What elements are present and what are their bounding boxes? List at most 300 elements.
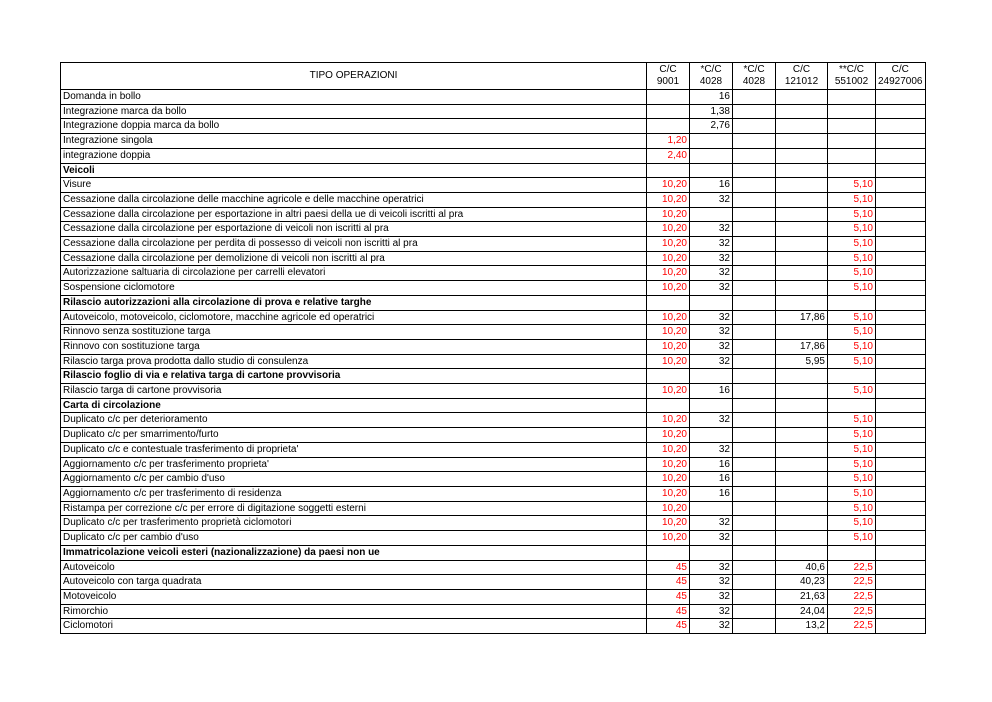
table-row <box>61 589 926 604</box>
cell-cc-4028-a <box>690 369 733 384</box>
cell-cc-4028-b <box>733 295 776 310</box>
cell-cc-551002 <box>828 148 876 163</box>
cell-cc-9001: 10,20 <box>647 207 690 222</box>
cell-cc-551002: 5,10 <box>828 222 876 237</box>
cell-cc-551002: 5,10 <box>828 486 876 501</box>
cell-cc-121012 <box>776 472 828 487</box>
cell-cc-551002: 5,10 <box>828 237 876 252</box>
table-row <box>61 339 926 354</box>
operation-label: Rilascio targa prova prodotta dallo studio di consulenza <box>61 354 647 369</box>
header-cc-24927006: C/C 24927006 <box>876 63 926 90</box>
cell-cc-551002: 5,10 <box>828 178 876 193</box>
cell-cc-4028-a: 32 <box>690 281 733 296</box>
cell-cc-121012 <box>776 134 828 149</box>
cell-cc-9001 <box>647 369 690 384</box>
cell-cc-24927006 <box>876 266 926 281</box>
cell-cc-121012 <box>776 428 828 443</box>
cell-cc-4028-b <box>733 369 776 384</box>
cell-cc-4028-a: 16 <box>690 472 733 487</box>
cell-cc-24927006 <box>876 486 926 501</box>
cell-cc-4028-b <box>733 531 776 546</box>
cell-cc-24927006 <box>876 237 926 252</box>
cell-cc-4028-b <box>733 339 776 354</box>
cell-cc-24927006 <box>876 545 926 560</box>
cell-cc-9001: 10,20 <box>647 281 690 296</box>
operation-label: Ristampa per correzione c/c per errore di digitazione soggetti esterni <box>61 501 647 516</box>
header-cc-4028-a: *C/C 4028 <box>690 63 733 90</box>
table-row <box>61 237 926 252</box>
cell-cc-4028-a <box>690 207 733 222</box>
cell-cc-121012 <box>776 442 828 457</box>
cell-cc-4028-a: 16 <box>690 178 733 193</box>
cell-cc-551002: 22,5 <box>828 604 876 619</box>
cell-cc-551002: 5,10 <box>828 428 876 443</box>
cell-cc-4028-a: 32 <box>690 192 733 207</box>
cell-cc-24927006 <box>876 560 926 575</box>
header-tipo-operazioni: TIPO OPERAZIONI <box>61 63 647 90</box>
cell-cc-121012 <box>776 325 828 340</box>
cell-cc-4028-a: 32 <box>690 442 733 457</box>
cell-cc-4028-b <box>733 281 776 296</box>
cell-cc-121012 <box>776 119 828 134</box>
cell-cc-9001: 10,20 <box>647 339 690 354</box>
cell-cc-24927006 <box>876 398 926 413</box>
operation-label: Cessazione dalla circolazione per perdita di possesso di veicoli non iscritti al pra <box>61 237 647 252</box>
cell-cc-4028-b <box>733 545 776 560</box>
cell-cc-551002: 5,10 <box>828 251 876 266</box>
cell-cc-9001 <box>647 104 690 119</box>
table-row <box>61 178 926 193</box>
operation-label: Integrazione singola <box>61 134 647 149</box>
cell-cc-4028-a: 32 <box>690 413 733 428</box>
cell-cc-4028-a: 16 <box>690 457 733 472</box>
cell-cc-121012: 24,04 <box>776 604 828 619</box>
cell-cc-24927006 <box>876 90 926 105</box>
cell-cc-4028-a: 32 <box>690 354 733 369</box>
cell-cc-551002: 5,10 <box>828 384 876 399</box>
operation-label: Aggiornamento c/c per trasferimento proprieta' <box>61 457 647 472</box>
cell-cc-4028-b <box>733 619 776 634</box>
cell-cc-9001: 10,20 <box>647 237 690 252</box>
cell-cc-551002: 5,10 <box>828 325 876 340</box>
cell-cc-9001: 10,20 <box>647 413 690 428</box>
header-row <box>61 63 926 90</box>
cell-cc-24927006 <box>876 589 926 604</box>
section-row <box>61 295 926 310</box>
cell-cc-24927006 <box>876 384 926 399</box>
cell-cc-9001: 10,20 <box>647 531 690 546</box>
table-row <box>61 457 926 472</box>
cell-cc-24927006 <box>876 192 926 207</box>
table-row <box>61 442 926 457</box>
operation-label: Autorizzazione saltuaria di circolazione per carrelli elevatori <box>61 266 647 281</box>
cell-cc-121012: 5,95 <box>776 354 828 369</box>
cell-cc-9001 <box>647 163 690 178</box>
table-row <box>61 516 926 531</box>
cell-cc-24927006 <box>876 104 926 119</box>
cell-cc-9001: 10,20 <box>647 442 690 457</box>
header-cc-9001: C/C 9001 <box>647 63 690 90</box>
cell-cc-9001 <box>647 119 690 134</box>
cell-cc-121012 <box>776 457 828 472</box>
section-row <box>61 398 926 413</box>
cell-cc-121012 <box>776 90 828 105</box>
table-row <box>61 560 926 575</box>
cell-cc-24927006 <box>876 339 926 354</box>
table-row <box>61 222 926 237</box>
cell-cc-24927006 <box>876 207 926 222</box>
cell-cc-24927006 <box>876 413 926 428</box>
cell-cc-9001: 1,20 <box>647 134 690 149</box>
cell-cc-4028-b <box>733 398 776 413</box>
cell-cc-9001: 10,20 <box>647 266 690 281</box>
cell-cc-9001: 10,20 <box>647 325 690 340</box>
cell-cc-24927006 <box>876 442 926 457</box>
cell-cc-24927006 <box>876 222 926 237</box>
cell-cc-9001: 10,20 <box>647 384 690 399</box>
cell-cc-9001: 10,20 <box>647 486 690 501</box>
cell-cc-121012 <box>776 501 828 516</box>
cell-cc-4028-a: 32 <box>690 619 733 634</box>
cell-cc-9001: 10,20 <box>647 501 690 516</box>
cell-cc-4028-a: 32 <box>690 339 733 354</box>
operation-label: Duplicato c/c per cambio d'uso <box>61 531 647 546</box>
cell-cc-9001 <box>647 295 690 310</box>
cell-cc-121012: 17,86 <box>776 339 828 354</box>
table-row <box>61 90 926 105</box>
cell-cc-4028-b <box>733 384 776 399</box>
cell-cc-9001 <box>647 90 690 105</box>
cell-cc-121012: 13,2 <box>776 619 828 634</box>
operation-label: Integrazione doppia marca da bollo <box>61 119 647 134</box>
cell-cc-4028-b <box>733 251 776 266</box>
table-row <box>61 501 926 516</box>
cell-cc-4028-b <box>733 119 776 134</box>
table-body <box>61 90 926 634</box>
cell-cc-9001: 45 <box>647 560 690 575</box>
cell-cc-121012: 40,6 <box>776 560 828 575</box>
cell-cc-4028-a: 32 <box>690 222 733 237</box>
cell-cc-551002: 5,10 <box>828 266 876 281</box>
cell-cc-4028-b <box>733 222 776 237</box>
cell-cc-4028-a: 16 <box>690 384 733 399</box>
cell-cc-121012 <box>776 384 828 399</box>
header-cc-121012: C/C 121012 <box>776 63 828 90</box>
operation-label: Aggiornamento c/c per trasferimento di residenza <box>61 486 647 501</box>
operation-label: Rilascio targa di cartone provvisoria <box>61 384 647 399</box>
cell-cc-551002: 5,10 <box>828 501 876 516</box>
operation-label: Ciclomotori <box>61 619 647 634</box>
section-title: Veicoli <box>61 163 647 178</box>
cell-cc-4028-b <box>733 266 776 281</box>
cell-cc-551002: 22,5 <box>828 560 876 575</box>
cell-cc-9001: 45 <box>647 619 690 634</box>
operation-label: Autoveicolo, motoveicolo, ciclomotore, macchine agricole ed operatrici <box>61 310 647 325</box>
cell-cc-4028-a <box>690 148 733 163</box>
cell-cc-121012 <box>776 148 828 163</box>
operation-label: Duplicato c/c per deterioramento <box>61 413 647 428</box>
cell-cc-4028-b <box>733 163 776 178</box>
cell-cc-121012 <box>776 251 828 266</box>
cell-cc-4028-a <box>690 398 733 413</box>
operation-label: Duplicato c/c per smarrimento/furto <box>61 428 647 443</box>
cell-cc-121012 <box>776 207 828 222</box>
cell-cc-9001: 10,20 <box>647 178 690 193</box>
cell-cc-551002: 5,10 <box>828 516 876 531</box>
cell-cc-4028-a: 32 <box>690 531 733 546</box>
cell-cc-9001: 45 <box>647 589 690 604</box>
cell-cc-9001: 10,20 <box>647 192 690 207</box>
table-row <box>61 354 926 369</box>
cell-cc-4028-a <box>690 295 733 310</box>
cell-cc-551002: 5,10 <box>828 472 876 487</box>
cell-cc-121012 <box>776 545 828 560</box>
cell-cc-24927006 <box>876 369 926 384</box>
operation-label: Integrazione marca da bollo <box>61 104 647 119</box>
cell-cc-4028-b <box>733 148 776 163</box>
table-row <box>61 486 926 501</box>
operation-label: Aggiornamento c/c per cambio d'uso <box>61 472 647 487</box>
cell-cc-4028-a: 32 <box>690 560 733 575</box>
cell-cc-9001: 2,40 <box>647 148 690 163</box>
table-row <box>61 134 926 149</box>
cell-cc-121012 <box>776 369 828 384</box>
cell-cc-121012: 21,63 <box>776 589 828 604</box>
cell-cc-121012 <box>776 295 828 310</box>
operation-label: Domanda in bollo <box>61 90 647 105</box>
cell-cc-121012 <box>776 104 828 119</box>
operation-label: integrazione doppia <box>61 148 647 163</box>
cell-cc-4028-a <box>690 501 733 516</box>
cell-cc-121012 <box>776 192 828 207</box>
section-row <box>61 369 926 384</box>
cell-cc-551002 <box>828 134 876 149</box>
cell-cc-551002 <box>828 119 876 134</box>
table-row <box>61 472 926 487</box>
cell-cc-4028-a <box>690 545 733 560</box>
cell-cc-4028-b <box>733 207 776 222</box>
cell-cc-551002: 5,10 <box>828 442 876 457</box>
cell-cc-121012: 17,86 <box>776 310 828 325</box>
cell-cc-121012 <box>776 266 828 281</box>
cell-cc-551002 <box>828 104 876 119</box>
cell-cc-121012: 40,23 <box>776 575 828 590</box>
cell-cc-121012 <box>776 398 828 413</box>
cell-cc-9001 <box>647 398 690 413</box>
cell-cc-4028-b <box>733 413 776 428</box>
table-row <box>61 281 926 296</box>
cell-cc-121012 <box>776 531 828 546</box>
cell-cc-9001: 10,20 <box>647 354 690 369</box>
cell-cc-551002 <box>828 295 876 310</box>
table-row <box>61 104 926 119</box>
operation-label: Cessazione dalla circolazione per esportazione di veicoli non iscritti al pra <box>61 222 647 237</box>
operation-label: Duplicato c/c e contestuale trasferimento di proprieta' <box>61 442 647 457</box>
cell-cc-551002 <box>828 545 876 560</box>
cell-cc-24927006 <box>876 354 926 369</box>
cell-cc-24927006 <box>876 325 926 340</box>
cell-cc-24927006 <box>876 295 926 310</box>
cell-cc-4028-a: 32 <box>690 516 733 531</box>
cell-cc-24927006 <box>876 134 926 149</box>
cell-cc-551002: 5,10 <box>828 354 876 369</box>
cell-cc-4028-b <box>733 472 776 487</box>
cell-cc-4028-b <box>733 457 776 472</box>
fees-table <box>60 62 926 634</box>
table-row <box>61 207 926 222</box>
cell-cc-24927006 <box>876 163 926 178</box>
cell-cc-4028-b <box>733 486 776 501</box>
cell-cc-24927006 <box>876 516 926 531</box>
cell-cc-9001: 10,20 <box>647 457 690 472</box>
cell-cc-9001: 10,20 <box>647 516 690 531</box>
cell-cc-9001: 10,20 <box>647 428 690 443</box>
operation-label: Cessazione dalla circolazione per demolizione di veicoli non iscritti al pra <box>61 251 647 266</box>
cell-cc-551002 <box>828 398 876 413</box>
cell-cc-9001: 10,20 <box>647 222 690 237</box>
cell-cc-121012 <box>776 163 828 178</box>
cell-cc-121012 <box>776 413 828 428</box>
cell-cc-4028-a: 32 <box>690 266 733 281</box>
cell-cc-24927006 <box>876 178 926 193</box>
cell-cc-9001: 10,20 <box>647 310 690 325</box>
cell-cc-121012 <box>776 178 828 193</box>
cell-cc-4028-b <box>733 560 776 575</box>
table-row <box>61 575 926 590</box>
table-row <box>61 413 926 428</box>
cell-cc-9001: 45 <box>647 604 690 619</box>
cell-cc-4028-b <box>733 516 776 531</box>
table-row <box>61 604 926 619</box>
operation-label: Autoveicolo <box>61 560 647 575</box>
cell-cc-24927006 <box>876 619 926 634</box>
cell-cc-4028-b <box>733 354 776 369</box>
cell-cc-24927006 <box>876 575 926 590</box>
cell-cc-4028-b <box>733 442 776 457</box>
cell-cc-4028-b <box>733 589 776 604</box>
cell-cc-24927006 <box>876 472 926 487</box>
cell-cc-4028-a <box>690 428 733 443</box>
header-cc-551002: **C/C 551002 <box>828 63 876 90</box>
cell-cc-4028-b <box>733 90 776 105</box>
table-row <box>61 531 926 546</box>
cell-cc-121012 <box>776 486 828 501</box>
cell-cc-4028-b <box>733 104 776 119</box>
table-row <box>61 428 926 443</box>
cell-cc-551002: 5,10 <box>828 457 876 472</box>
cell-cc-24927006 <box>876 457 926 472</box>
cell-cc-4028-a: 32 <box>690 310 733 325</box>
cell-cc-4028-a <box>690 134 733 149</box>
operation-label: Sospensione ciclomotore <box>61 281 647 296</box>
table-row <box>61 619 926 634</box>
cell-cc-4028-a <box>690 163 733 178</box>
cell-cc-121012 <box>776 222 828 237</box>
cell-cc-24927006 <box>876 251 926 266</box>
cell-cc-9001: 10,20 <box>647 251 690 266</box>
table-row <box>61 325 926 340</box>
cell-cc-4028-b <box>733 575 776 590</box>
cell-cc-4028-a: 32 <box>690 589 733 604</box>
table-row <box>61 384 926 399</box>
operation-label: Motoveicolo <box>61 589 647 604</box>
cell-cc-24927006 <box>876 281 926 296</box>
operation-label: Rinnovo senza sostituzione targa <box>61 325 647 340</box>
cell-cc-4028-b <box>733 604 776 619</box>
cell-cc-24927006 <box>876 428 926 443</box>
cell-cc-4028-a: 32 <box>690 251 733 266</box>
table-row <box>61 148 926 163</box>
table-row <box>61 310 926 325</box>
operation-label: Duplicato c/c per trasferimento proprietà ciclomotori <box>61 516 647 531</box>
cell-cc-4028-b <box>733 310 776 325</box>
cell-cc-121012 <box>776 281 828 296</box>
cell-cc-551002: 22,5 <box>828 619 876 634</box>
cell-cc-4028-a: 32 <box>690 237 733 252</box>
operation-label: Cessazione dalla circolazione delle macchine agricole e delle macchine operatrici <box>61 192 647 207</box>
cell-cc-121012 <box>776 237 828 252</box>
cell-cc-24927006 <box>876 604 926 619</box>
cell-cc-4028-a: 16 <box>690 90 733 105</box>
cell-cc-551002: 5,10 <box>828 192 876 207</box>
cell-cc-551002 <box>828 369 876 384</box>
cell-cc-551002: 22,5 <box>828 589 876 604</box>
table-row <box>61 266 926 281</box>
cell-cc-24927006 <box>876 310 926 325</box>
cell-cc-4028-a: 32 <box>690 325 733 340</box>
cell-cc-9001 <box>647 545 690 560</box>
section-title: Carta di circolazione <box>61 398 647 413</box>
section-title: Rilascio autorizzazioni alla circolazione di prova e relative targhe <box>61 295 647 310</box>
cell-cc-551002: 5,10 <box>828 207 876 222</box>
cell-cc-551002: 22,5 <box>828 575 876 590</box>
cell-cc-551002: 5,10 <box>828 310 876 325</box>
cell-cc-4028-b <box>733 325 776 340</box>
cell-cc-551002: 5,10 <box>828 339 876 354</box>
cell-cc-9001: 10,20 <box>647 472 690 487</box>
cell-cc-4028-b <box>733 134 776 149</box>
cell-cc-4028-a: 2,76 <box>690 119 733 134</box>
cell-cc-4028-b <box>733 178 776 193</box>
cell-cc-4028-a: 32 <box>690 604 733 619</box>
cell-cc-4028-a: 16 <box>690 486 733 501</box>
cell-cc-9001: 45 <box>647 575 690 590</box>
cell-cc-121012 <box>776 516 828 531</box>
cell-cc-4028-b <box>733 501 776 516</box>
cell-cc-4028-a: 32 <box>690 575 733 590</box>
cell-cc-551002 <box>828 163 876 178</box>
cell-cc-551002: 5,10 <box>828 281 876 296</box>
cell-cc-551002: 5,10 <box>828 413 876 428</box>
section-title: Rilascio foglio di via e relativa targa di cartone provvisoria <box>61 369 647 384</box>
cell-cc-4028-b <box>733 192 776 207</box>
operation-label: Rinnovo con sostituzione targa <box>61 339 647 354</box>
cell-cc-4028-a: 1,38 <box>690 104 733 119</box>
cell-cc-551002 <box>828 90 876 105</box>
operation-label: Cessazione dalla circolazione per esportazione in altri paesi della ue di veicoli iscritti al pra <box>61 207 647 222</box>
header-cc-4028-b: *C/C 4028 <box>733 63 776 90</box>
operation-label: Visure <box>61 178 647 193</box>
cell-cc-24927006 <box>876 119 926 134</box>
operation-label: Rimorchio <box>61 604 647 619</box>
cell-cc-24927006 <box>876 531 926 546</box>
section-row <box>61 545 926 560</box>
cell-cc-24927006 <box>876 148 926 163</box>
cell-cc-4028-b <box>733 237 776 252</box>
cell-cc-4028-b <box>733 428 776 443</box>
section-row <box>61 163 926 178</box>
cell-cc-24927006 <box>876 501 926 516</box>
